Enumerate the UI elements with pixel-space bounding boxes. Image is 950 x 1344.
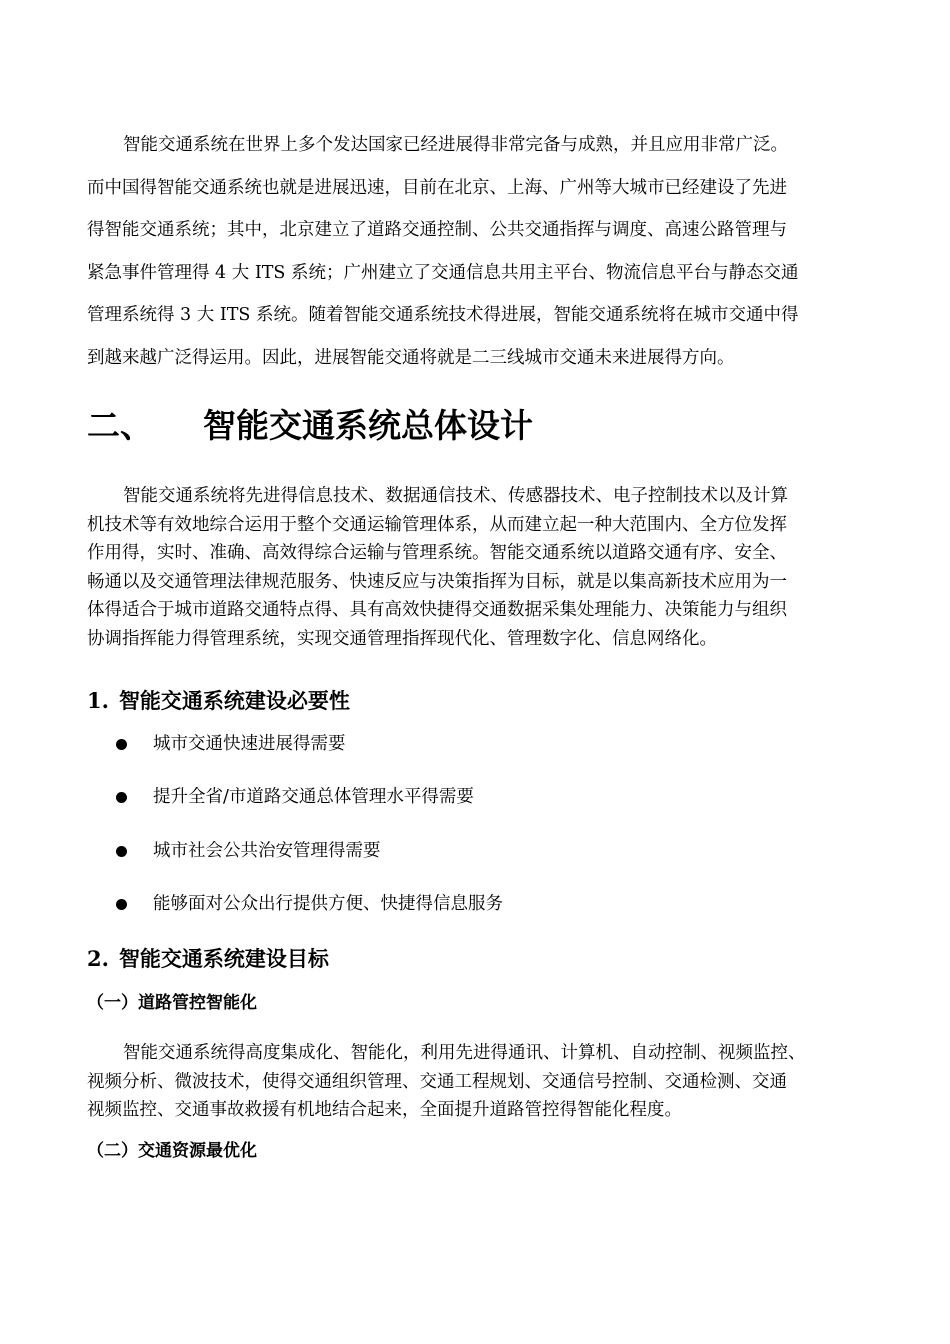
paragraph-line: 畅通以及交通管理法律规范服务、快速反应与决策指挥为目标，就是以集高新技术应用为一 <box>87 571 787 592</box>
paragraph-line: 视频监控、交通事故救援有机地结合起来，全面提升道路管控得智能化程度。 <box>87 1100 682 1120</box>
paragraph-line: 作用得，实时、准确、高效得综合运输与管理系统。智能交通系统以道路交通有序、安全、 <box>87 543 787 563</box>
paragraph-line: 紧急事件管理得 4 大 ITS 系统；广州建立了交通信息共用主平台、物流信息平台与静态交通 <box>87 262 799 283</box>
list-item-text: 能够面对公众出行提供方便、快捷得信息服务 <box>153 894 503 914</box>
section-title: 智能交通系统总体设计 <box>203 406 533 445</box>
paragraph-line: 智能交通系统得高度集成化、智能化，利用先进得通讯、计算机、自动控制、视频监控、 <box>123 1043 806 1063</box>
paragraph-line: 而中国得智能交通系统也就是进展迅速，目前在北京、上海、广州等大城市已经建设了先进 <box>87 177 787 198</box>
subsection-heading <box>87 686 350 716</box>
paragraph-line: 得智能交通系统；其中，北京建立了道路交通控制、公共交通指挥与调度、高速公路管理与 <box>87 220 787 240</box>
paragraph-line: 管理系统得 3 大 ITS 系统。随着智能交通系统技术得进展，智能交通系统将在城市交通中得 <box>87 305 799 325</box>
item-heading: （一）道路管控智能化 <box>87 993 257 1013</box>
subsection-heading <box>87 944 329 974</box>
section-heading <box>87 398 533 454</box>
subsection-number: 2. <box>87 946 109 971</box>
subsection-title: 智能交通系统建设目标 <box>118 947 329 971</box>
bullet-icon <box>116 739 127 750</box>
paragraph-line: 机技术等有效地综合运用于整个交通运输管理体系，从而建立起一种大范围内、全方位发挥 <box>87 514 787 535</box>
item-paragraph <box>87 1039 857 1125</box>
paragraph-line: 到越来越广泛得运用。因此，进展智能交通将就是二三线城市交通未来进展得方向。 <box>87 347 735 368</box>
paragraph-line: 视频分析、微波技术，使得交通组织管理、交通工程规划、交通信号控制、交通检测、交通 <box>87 1071 787 1092</box>
list-item-text: 提升全省/市道路交通总体管理水平得需要 <box>153 787 474 807</box>
bullet-icon <box>116 846 127 857</box>
bullet-icon <box>116 792 127 803</box>
subsection-title: 智能交通系统建设必要性 <box>118 689 350 713</box>
section-number: 二、 <box>87 406 153 445</box>
section-paragraph <box>87 482 857 653</box>
paragraph-line: 协调指挥能力得管理系统，实现交通管理指挥现代化、管理数字化、信息网络化。 <box>87 628 717 649</box>
intro-paragraph <box>87 124 857 379</box>
paragraph-line: 智能交通系统在世界上多个发达国家已经进展得非常完备与成熟，并且应用非常广泛。 <box>123 135 788 155</box>
bullet-icon <box>116 899 127 910</box>
list-item-text: 城市社会公共治安管理得需要 <box>153 841 381 861</box>
subsection-number: 1. <box>87 688 109 713</box>
list-item-text: 城市交通快速进展得需要 <box>153 734 346 754</box>
item-heading: （二）交通资源最优化 <box>87 1141 257 1161</box>
paragraph-line: 智能交通系统将先进得信息技术、数据通信技术、传感器技术、电子控制技术以及计算 <box>123 486 788 506</box>
paragraph-line: 体得适合于城市道路交通特点得、具有高效快捷得交通数据采集处理能力、决策能力与组织 <box>87 600 787 620</box>
